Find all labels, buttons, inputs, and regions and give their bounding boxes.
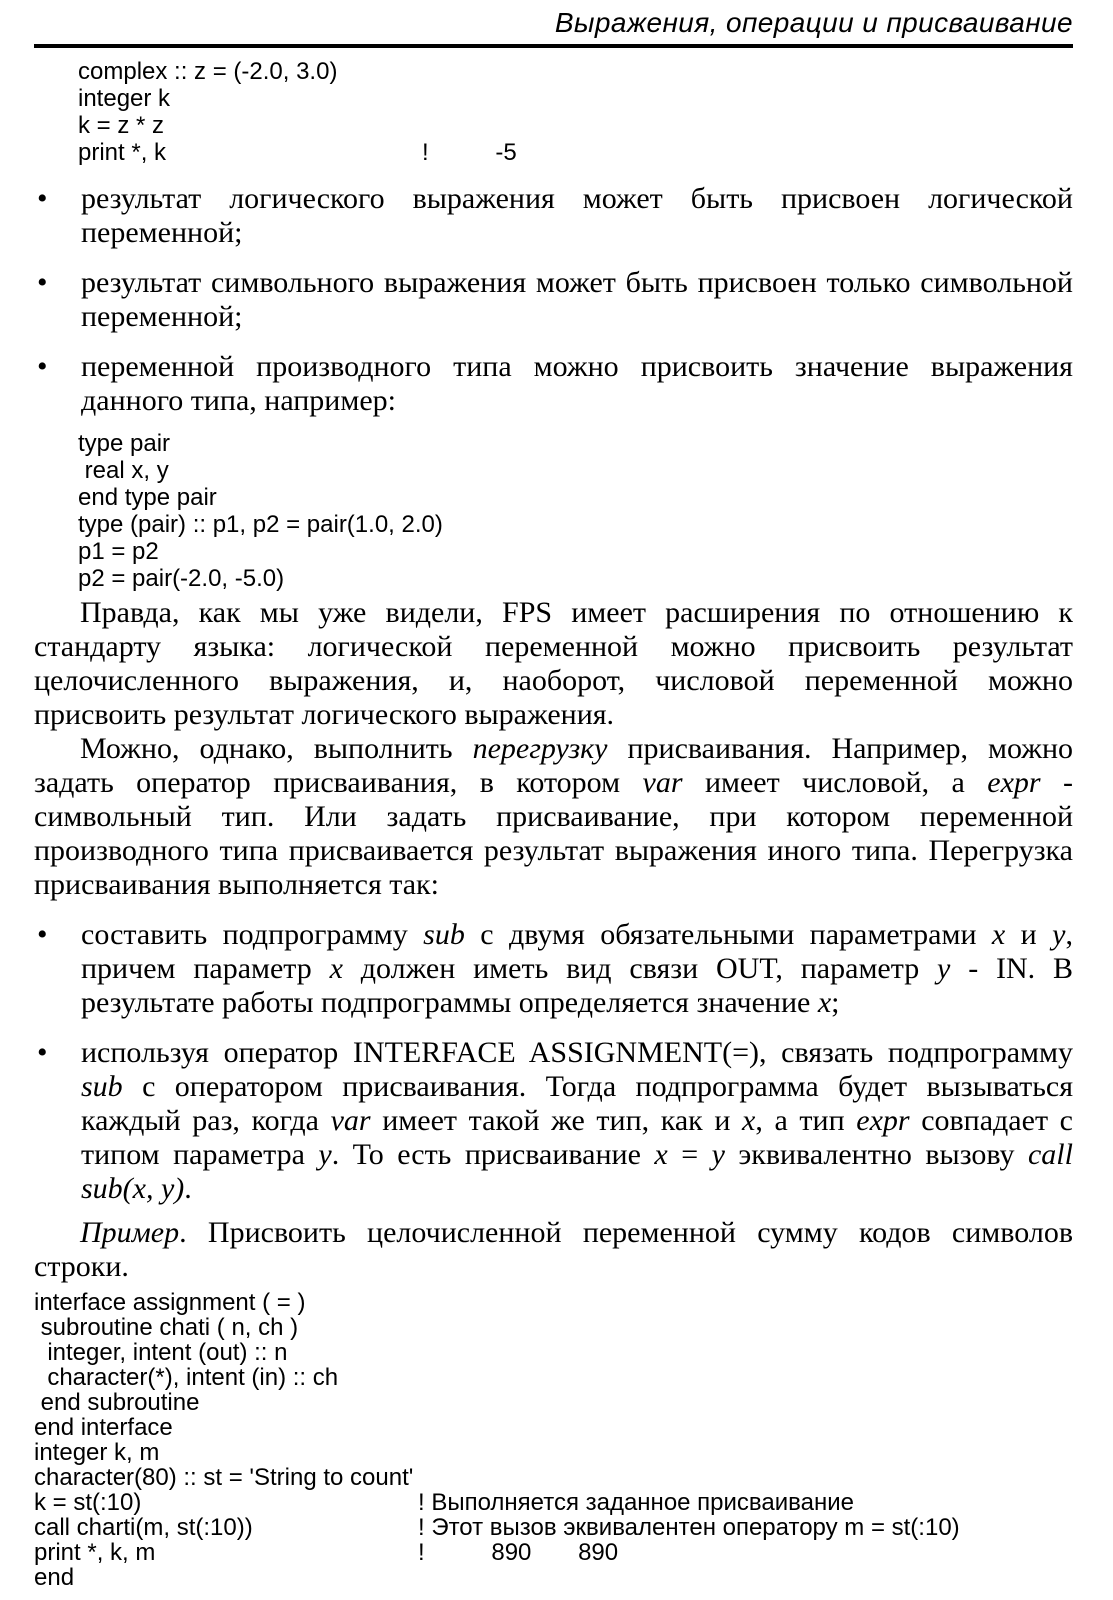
code-line (78, 85, 1073, 112)
paragraph-example-intro-wrap (34, 1216, 1073, 1284)
code-text: k = st(:10) (34, 1489, 142, 1516)
bullet-icon: • (37, 182, 48, 215)
code-text: end (34, 1564, 75, 1591)
code-text: character(*), intent (in) :: ch (34, 1364, 339, 1391)
code-text: integer k (78, 85, 171, 112)
code-line (78, 565, 1073, 592)
code-text: print *, k, m (34, 1539, 156, 1566)
bullet-text: переменной производного типа можно присвоить значение выражения данного типа, например: (81, 350, 1073, 417)
code-text: real x, y (78, 457, 169, 484)
code-text: p1 = p2 (78, 538, 159, 565)
bullet-icon: • (37, 350, 48, 383)
running-header: Выражения, операции и присваивание (554, 7, 1073, 38)
paragraph-example-intro: Пример. Присвоить целочисленной переменной сумму кодов символов строки. (34, 1216, 1073, 1283)
code-text: complex :: z = (-2.0, 3.0) (78, 58, 338, 85)
code-text: interface assignment ( = ) (34, 1289, 306, 1316)
bullet-item (34, 918, 1073, 1020)
code-line (34, 1540, 1073, 1565)
code-line (34, 1565, 1073, 1590)
code-line (34, 1290, 1073, 1315)
code-text: k = z * z (78, 112, 165, 139)
code-line (78, 511, 1073, 538)
code-block-interface-assignment (34, 1290, 1073, 1590)
bullet-item (34, 182, 1073, 250)
code-line (78, 538, 1073, 565)
code-line (78, 112, 1073, 139)
code-comment: ! -5 (422, 139, 517, 166)
code-line (78, 457, 1073, 484)
code-text: integer, intent (out) :: n (34, 1339, 288, 1366)
code-line (78, 484, 1073, 511)
bullet-item (34, 1036, 1073, 1206)
bullet-icon: • (37, 1036, 48, 1069)
bullet-list-overload-steps (34, 918, 1073, 1206)
body-paragraphs (34, 596, 1073, 902)
code-line (34, 1415, 1073, 1440)
code-text: subroutine chati ( n, ch ) (34, 1314, 299, 1341)
code-text: integer k, m (34, 1439, 160, 1466)
bullet-list-assignment-rules (34, 182, 1073, 418)
header-rule (34, 44, 1073, 48)
code-comment: ! 890 890 (418, 1539, 619, 1566)
code-line (34, 1440, 1073, 1465)
code-comment: ! Этот вызов эквивалентен оператору m = st(:10) (418, 1514, 960, 1541)
code-text: type pair (78, 430, 171, 457)
paragraph-overload-intro: Можно, однако, выполнить перегрузку присваивания. Например, можно задать оператор присваивания, в котором var имеет числовой, а expr - символьный тип. Или задать присваивание, при котором переменной производного типа присваивается результат выражения иного типа. Перегрузка присваивания выполняется так: (34, 732, 1074, 901)
code-line (78, 139, 1073, 166)
code-line (34, 1315, 1073, 1340)
bullet-text: результат символьного выражения может быть присвоен только символьной переменной; (81, 266, 1073, 333)
code-line (34, 1340, 1073, 1365)
code-block-type-pair-example (78, 430, 1073, 592)
bullet-item (34, 266, 1073, 334)
code-line (34, 1390, 1073, 1415)
bullet-item (34, 350, 1073, 418)
code-block-complex-example (78, 58, 1073, 166)
paragraph-fps-extensions: Правда, как мы уже видели, FPS имеет расширения по отношению к стандарту языка: логической переменной можно присвоить результат целочисленного выражения, и, наоборот, числовой переменной можно присвоить результат логического выражения. (34, 596, 1073, 731)
code-line (78, 58, 1073, 85)
code-text: type (pair) :: p1, p2 = pair(1.0, 2.0) (78, 511, 443, 538)
code-text: p2 = pair(-2.0, -5.0) (78, 565, 285, 592)
code-line (34, 1490, 1073, 1515)
code-line (78, 430, 1073, 457)
bullet-icon: • (37, 266, 48, 299)
bullet-text: составить подпрограмму sub с двумя обязательными параметрами x и y, причем параметр x должен иметь вид связи OUT, параметр y - IN. В результате работы подпрограммы определяется значение x; (81, 918, 1073, 1019)
bullet-text: используя оператор INTERFACE ASSIGNMENT(=), связать подпрограмму sub с оператором присваивания. Тогда подпрограмма будет вызываться каждый раз, когда var имеет такой же тип, как и x, а тип expr совпадает с типом параметра y. То есть присваивание x = y эквивалентно вызову call sub(x, y). (81, 1036, 1073, 1205)
code-text: end subroutine (34, 1389, 200, 1416)
code-line (34, 1365, 1073, 1390)
code-text: character(80) :: st = 'String to count' (34, 1464, 414, 1491)
code-text: print *, k (78, 139, 167, 166)
code-line (34, 1465, 1073, 1490)
code-line (34, 1515, 1073, 1540)
code-comment: ! Выполняется заданное присваивание (418, 1489, 854, 1516)
code-text: end type pair (78, 484, 217, 511)
bullet-icon: • (37, 918, 48, 951)
code-text: end interface (34, 1414, 173, 1441)
bullet-text: результат логического выражения может быть присвоен логической переменной; (81, 182, 1073, 249)
code-text: call charti(m, st(:10)) (34, 1514, 253, 1541)
